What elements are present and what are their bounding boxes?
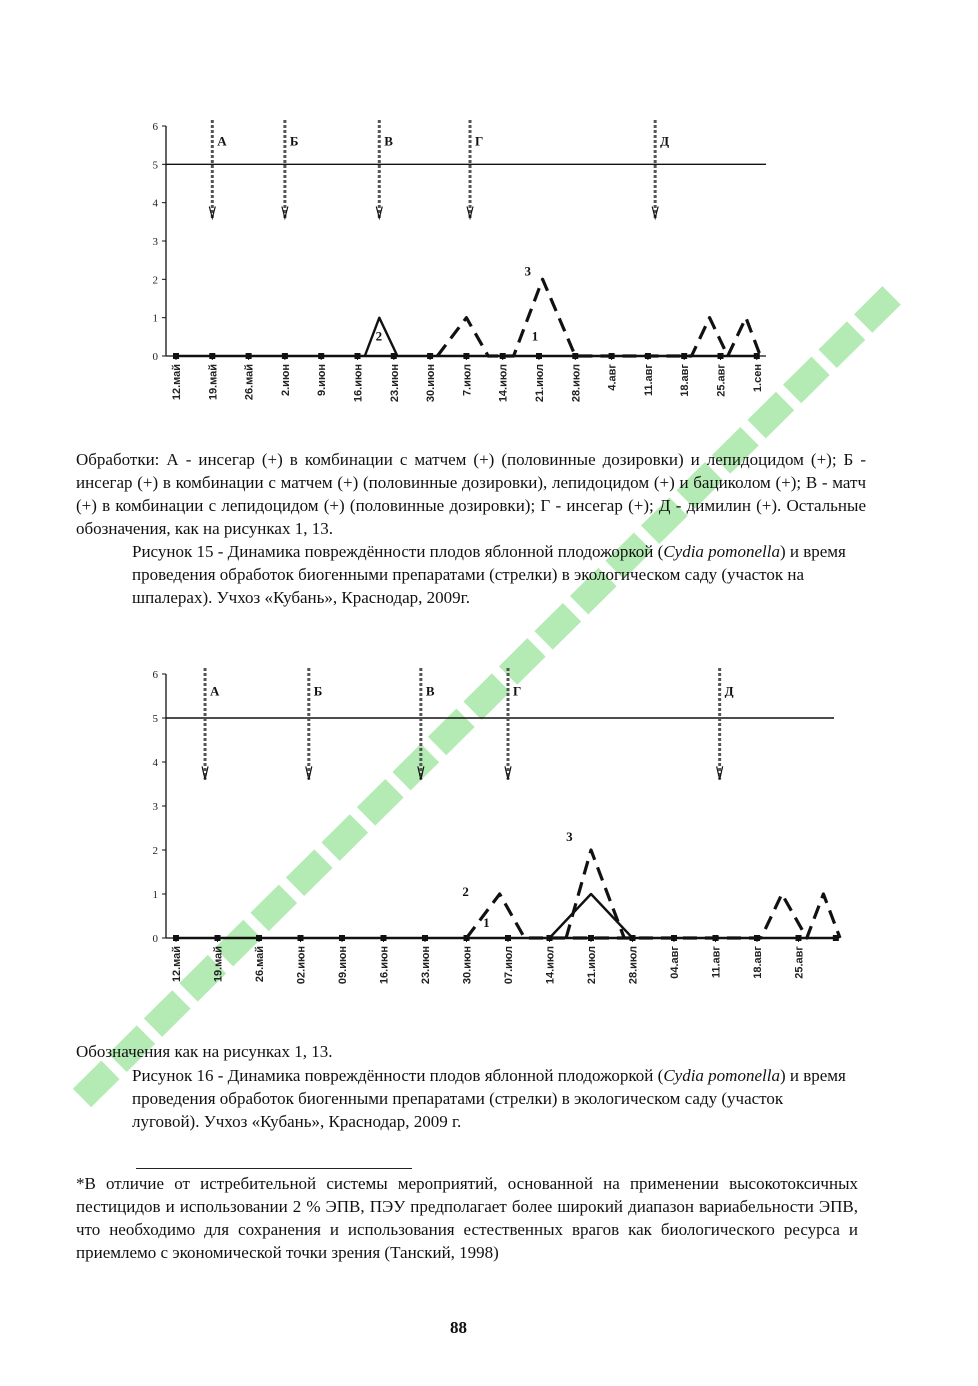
y-tick-label: 5: [152, 159, 158, 172]
x-tick-label: 30.июн: [425, 364, 438, 403]
x-tick-label: 12.май: [171, 946, 183, 983]
footnote-marker: *: [76, 1174, 85, 1193]
series-label: 1: [483, 915, 490, 930]
figure-16-caption-species: Cydia pomonella: [663, 1066, 780, 1085]
series-marker: [463, 353, 469, 359]
series-marker: [209, 353, 215, 359]
x-tick-label: 11.авг: [642, 364, 655, 397]
x-tick-label: 12.май: [171, 364, 183, 401]
series-marker: [173, 935, 179, 941]
treatment-label: Б: [289, 133, 299, 149]
y-tick-label: 4: [152, 757, 158, 769]
x-tick-label: 26.май: [254, 946, 266, 983]
x-tick-label: 16.июн: [378, 946, 391, 985]
x-tick-label: 23.июн: [420, 946, 432, 985]
y-tick-label: 1: [152, 889, 158, 901]
x-tick-label: 28.июл: [570, 364, 583, 403]
figure-15-svg: [0, 110, 978, 420]
page-number: 88: [450, 1318, 467, 1337]
footnote-rule: [136, 1168, 412, 1169]
x-tick-label: 07.июл: [503, 946, 515, 985]
series-marker: [505, 935, 511, 941]
y-tick-label: 2: [152, 845, 158, 857]
figure-16-svg: [0, 640, 978, 1030]
figure-16-caption-rest: ) и время проведения обработок биогенными препаратами (стрелки) в экологическом саду (участок луговой). Учхоз «Кубань», Краснодар, 2009 г.: [132, 1066, 846, 1131]
y-tick-label: 6: [152, 121, 158, 133]
x-tick-label: 1.сен: [751, 364, 764, 393]
x-tick-label: 28.июл: [627, 946, 640, 985]
figure-16-caption: [132, 1064, 852, 1133]
x-tick-label: 14.июл: [544, 946, 557, 985]
y-tick-label: 5: [152, 713, 158, 725]
y-tick-label: 3: [152, 236, 158, 248]
series-label: 2: [462, 884, 469, 900]
series-marker: [215, 935, 221, 941]
treatment-label: Б: [313, 683, 323, 699]
x-tick-label: 26.май: [243, 364, 256, 401]
treatment-label: В: [384, 133, 393, 149]
series-marker: [256, 935, 262, 941]
series-marker: [246, 353, 252, 359]
series-marker: [754, 353, 760, 359]
figure-15-caption-prefix: Рисунок 15 - Динамика повреждённости плодов яблонной плодожоркой (: [132, 542, 664, 561]
x-tick-label: 7.июл: [461, 364, 474, 397]
y-tick-label: 2: [152, 274, 158, 287]
treatment-label: Г: [513, 683, 522, 699]
series-marker: [298, 935, 304, 941]
y-tick-label: 0: [152, 933, 158, 945]
figure-15-caption-rest: ) и время проведения обработок биогенными препаратами (стрелки) в экологическом саду (участок на шпалерах). Учхоз «Кубань», Краснодар, 2009г.: [132, 542, 846, 607]
x-tick-label: 4.авг: [606, 364, 619, 391]
x-tick-label: 11.авг: [710, 946, 723, 979]
series-line-2: [467, 894, 841, 938]
treatment-label: А: [217, 133, 227, 149]
series-marker: [381, 935, 387, 941]
x-tick-label: 19.май: [212, 946, 225, 983]
series-line-3: [566, 850, 624, 938]
series-label: 3: [524, 263, 531, 279]
figure-15-chart: [0, 110, 978, 420]
footnote: [76, 1172, 858, 1264]
figure-16-notes-text: Обозначения как на рисунках 1, 13.: [76, 1042, 333, 1061]
x-tick-label: 02.июн: [295, 946, 308, 985]
y-tick-label: 1: [152, 312, 158, 325]
x-tick-label: 18.авг: [752, 946, 764, 979]
treatment-label: Д: [724, 683, 734, 699]
series-marker: [572, 353, 578, 359]
series-marker: [500, 353, 506, 359]
series-marker: [355, 353, 361, 359]
y-tick-label: 6: [152, 669, 158, 681]
treatment-label: Г: [475, 133, 484, 149]
series-marker: [681, 353, 687, 359]
series-marker: [588, 935, 594, 941]
series-marker: [718, 353, 724, 359]
y-tick-label: 3: [152, 801, 158, 813]
x-tick-label: 18.авг: [679, 364, 692, 397]
series-label: 3: [566, 829, 573, 845]
series-marker: [318, 353, 324, 359]
x-tick-label: 25.авг: [793, 946, 806, 979]
x-tick-label: 14.июл: [497, 364, 510, 403]
figure-16-chart: [0, 640, 978, 1030]
x-tick-label: 23.июн: [388, 364, 401, 403]
figure-16-notes: [76, 1040, 866, 1063]
x-tick-label: 2.июн: [279, 364, 292, 396]
figure-16-caption-prefix: Рисунок 16 - Динамика повреждённости плодов яблонной плодожоркой (: [132, 1066, 664, 1085]
y-tick-label: 0: [152, 351, 158, 363]
footnote-text: В отличие от истребительной системы мероприятий, основанной на применении высокотоксичных пестицидов и использовании 2 % ЭПВ, ПЭУ предполагает более широкий диапазон вариабельности ЭПВ, что необходимо для сохранения и использования естественных врагов как биологического ресурса и приемлемо с экономической точки зрения (Танский, 1998): [76, 1174, 858, 1262]
treatment-label: Д: [660, 133, 670, 149]
x-tick-label: 19.май: [207, 364, 220, 401]
series-marker: [427, 353, 433, 359]
figure-15-caption-species: Cydia pomonella: [663, 542, 780, 561]
figure-15-notes-text: Обработки: А - инсегар (+) в комбинации с матчем (+) (половинные дозировки) и лепидоцидом (+); Б - инсегар (+) в комбинации с матчем (+) (половинные дозировки), лепидоцидом (+) и бациколом (+); В - матч (+) в комбинации с лепидоцидом (+) (половинные дозировки); Г - инсегар (+); Д - димилин (+). Остальные обозначения, как на рисунках 1, 13.: [76, 450, 866, 538]
series-marker: [282, 353, 288, 359]
series-label: 1: [531, 328, 539, 344]
x-tick-label: 21.июл: [586, 946, 598, 985]
x-tick-label: 9.июн: [316, 364, 329, 396]
x-tick-label: 04.авг: [669, 946, 681, 979]
treatment-label: В: [425, 683, 435, 699]
x-tick-label: 30.июн: [461, 946, 474, 985]
x-tick-label: 25.авг: [715, 364, 728, 397]
figure-15-notes: [76, 448, 866, 540]
treatment-label: А: [210, 683, 220, 699]
series-line-3: [437, 279, 760, 356]
x-tick-label: 21.июл: [534, 364, 546, 403]
series-marker: [422, 935, 428, 941]
y-tick-label: 4: [152, 197, 158, 210]
series-marker: [536, 353, 542, 359]
series-marker: [796, 935, 802, 941]
series-marker: [339, 935, 345, 941]
series-marker: [173, 353, 179, 359]
x-tick-label: 16.июн: [352, 364, 365, 403]
series-label: 2: [375, 328, 383, 344]
figure-15-caption: [132, 540, 852, 609]
x-tick-label: 09.июн: [337, 946, 349, 985]
